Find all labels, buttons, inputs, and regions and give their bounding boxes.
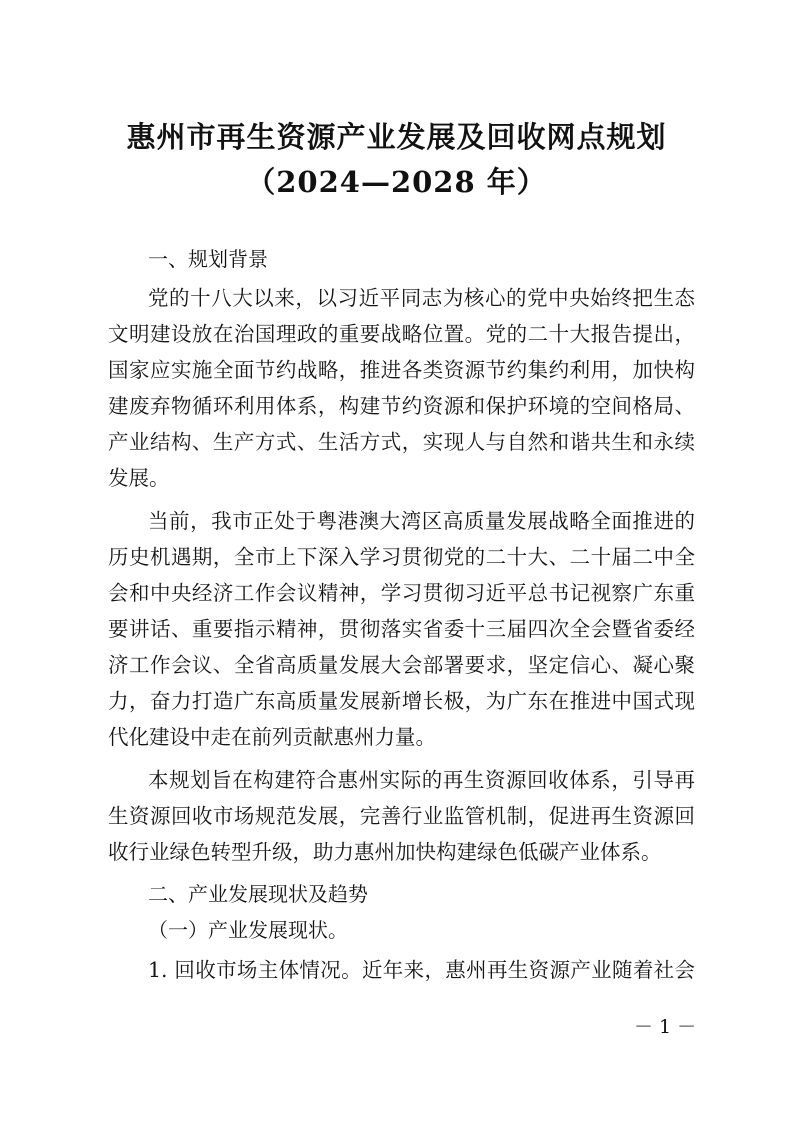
- document-title-years: （2024—2028 年）: [246, 165, 547, 199]
- sub-heading-status: （一）产业发展现状。: [148, 918, 348, 942]
- section-heading-status: 二、产业发展现状及趋势: [148, 882, 368, 906]
- paragraph-line: 建废弃物循环利用体系，构建节约资源和保护环境的空间格局、: [108, 394, 695, 418]
- paragraph-line: 济工作会议、全省高质量发展大会部署要求，坚定信心、凝心聚: [108, 653, 695, 677]
- paragraph-line: 生资源回收市场规范发展，完善行业监管机制，促进再生资源回: [108, 804, 695, 828]
- paragraph-line: 当前，我市正处于粤港澳大湾区高质量发展战略全面推进的: [148, 509, 695, 533]
- paragraph-line: 党的十八大以来，以习近平同志为核心的党中央始终把生态: [148, 286, 695, 310]
- paragraph-line: 代化建设中走在前列贡献惠州力量。: [108, 725, 436, 749]
- paragraph-line: 力，奋力打造广东高质量发展新增长极，为广东在推进中国式现: [108, 689, 695, 713]
- section-heading-background: 一、规划背景: [148, 247, 268, 271]
- document-title: 惠州市再生资源产业发展及回收网点规划: [126, 120, 667, 154]
- paragraph-line: 收行业绿色转型升级，助力惠州加快构建绿色低碳产业体系。: [108, 840, 662, 864]
- paragraph-line: 1. 回收市场主体情况。近年来，惠州再生资源产业随着社会: [148, 958, 695, 982]
- paragraph-line: 发展。: [108, 466, 170, 490]
- paragraph-line: 文明建设放在治国理政的重要战略位置。党的二十大报告提出，: [108, 322, 695, 346]
- paragraph-line: 产业结构、生产方式、生活方式，实现人与自然和谐共生和永续: [108, 430, 695, 454]
- paragraph-line: 要讲话、重要指示精神，贯彻落实省委十三届四次全会暨省委经: [108, 617, 695, 641]
- paragraph-line: 本规划旨在构建符合惠州实际的再生资源回收体系，引导再: [148, 768, 695, 792]
- page-number: － 1 －: [634, 1016, 697, 1038]
- paragraph-line: 历史机遇期，全市上下深入学习贯彻党的二十大、二十届二中全: [108, 545, 695, 569]
- paragraph-line: 国家应实施全面节约战略，推进各类资源节约集约利用，加快构: [108, 358, 695, 382]
- paragraph-line: 会和中央经济工作会议精神，学习贯彻习近平总书记视察广东重: [108, 581, 695, 605]
